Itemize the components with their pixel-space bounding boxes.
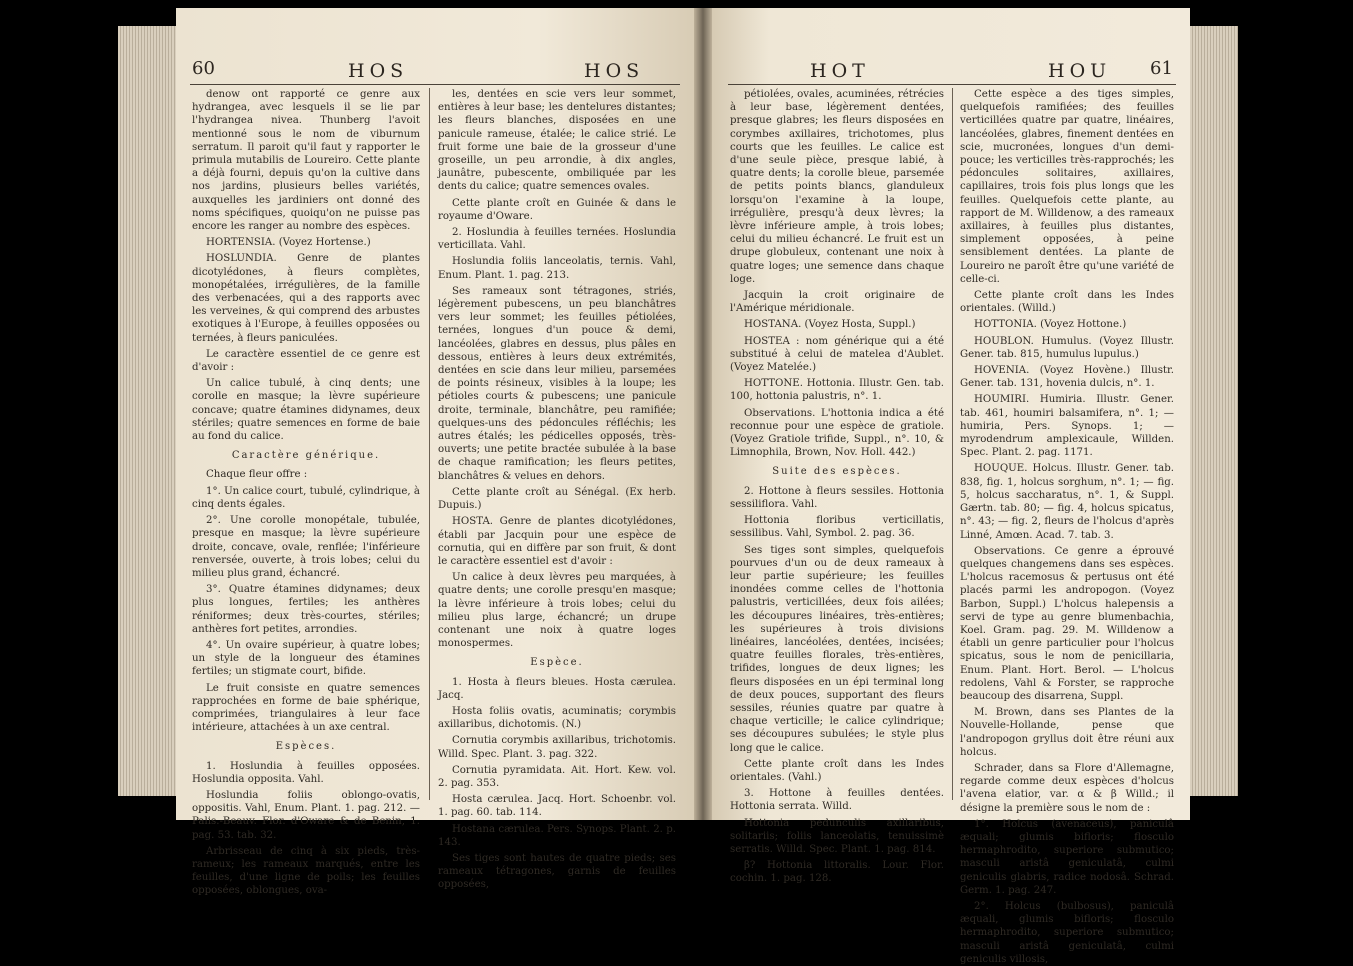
- left-page-number: 60: [192, 58, 215, 79]
- book-gutter: [694, 8, 712, 820]
- paragraph: Chaque fleur offre :: [206, 469, 308, 481]
- paragraph: 1°. Holcus (avenaceus), paniculâ æquali; glumis bifloris; flosculo hermaphrodito, superiore submutico; masculi aristâ geniculatâ, culmi geniculis glabris, radice nodosâ. Schrad. Germ. 1. pag. 247.: [960, 818, 1174, 896]
- section-heading: Suite des espèces.: [772, 466, 902, 478]
- paragraph: HOSLUNDIA. Genre de plantes dicotylédones, à fleurs complètes, monopétalées, irrégulières, de la famille des verbenacées, qui a des rapports avec les verveines, & qui comprend des arbustes exotiques à l'Europe, à feuilles opposées ou ternées, à fleurs paniculées.: [192, 253, 420, 344]
- paragraph: 2°. Holcus (bulbosus), paniculâ æquali, glumis bifloris; flosculo hermaphrodito, superiore submutico; masculi aristâ geniculatâ, culmi geniculis villosis,: [960, 900, 1174, 965]
- right-page: [712, 8, 1190, 965]
- paragraph: HOUMIRI. Humiria. Illustr. Gener. tab. 461, houmiri balsamifera, n°. 1; — humiria, Pers. Synops. 1; — myrodendrum amplexicaule, Willden. Spec. Plant. 2. pag. 1171.: [960, 394, 1174, 459]
- right-column-divider: [952, 88, 953, 800]
- paragraph: Le fruit consiste en quatre semences rapprochées en forme de baie sphérique, comprimées, triangulaires à leur face intérieure, attachées à un axe central.: [192, 682, 420, 734]
- right-header-1: HOT: [810, 60, 870, 82]
- left-header-rule: [190, 84, 680, 85]
- paragraph: Un calice à deux lèvres peu marquées, à quatre dents; une corolle presqu'en masque; la lèvre inférieure à trois lobes; celui du milieu plus large, échancré; un drupe contenant une noix à quatre loges monospermes.: [438, 572, 676, 650]
- paragraph: Hosta cærulea. Jacq. Hort. Schoenbr. vol. 1. pag. 60. tab. 114.: [438, 794, 676, 819]
- right-column-1: [730, 88, 944, 885]
- paragraph: Jacquin la croit originaire de l'Amérique méridionale.: [730, 290, 944, 315]
- paragraph: Hottonia floribus verticillatis, sessilibus. Vahl, Symbol. 2. pag. 36.: [730, 515, 944, 540]
- left-header-1: HOS: [348, 60, 409, 82]
- right-page-stack: [1190, 26, 1238, 796]
- paragraph: Cette espèce a des tiges simples, quelquefois ramifiées; des feuilles verticillées quatre par quatre, linéaires, lancéolées, glabres, finement dentées en scie, mucronées, longues d'un demi-pouce; les verticilles très-rapprochés; les pédoncules solitaires, axillaires, capillaires, trois fois plus longs que les feuilles. Quelquefois cette plante, au rapport de M. Willdenow, a des rameaux axillaires, à feuilles plus distantes, simplement opposées, à peine sensiblement dentées. La plante de Loureiro ne paroît être qu'une variété de celle-ci.: [960, 89, 1174, 285]
- paragraph: 3°. Quatre étamines didynames; deux plus longues, fertiles; les anthères réniformes; deux très-courtes, stériles; anthères fort petites, arrondies.: [192, 584, 420, 635]
- paragraph: Ses tiges sont simples, quelquefois pourvues d'un ou de deux rameaux à leur partie supérieure; les feuilles inondées comme celles de l'hottonia palustris, verticillées, deux fois ailées; les découpures linéaires, très-entières; les supérieures à trois divisions linéaires, lancéolées, dentées, incisées; quatre feuilles florales, très-entières, trifides, longues de deux lignes; les fleurs disposées en un épi terminal long de deux pouces, supportant des fleurs sessiles, réunies quatre par quatre à chaque verticille; le calice cylindrique; ses découpures subulées; le style plus long que le calice.: [730, 544, 944, 754]
- paragraph: les, dentées en scie vers leur sommet, entières à leur base; les dentelures distantes; les fleurs blanches, disposées en une panicule rameuse, étalée; le calice strié. Le fruit forme une baie de la grosseur d'une groseille, un peu arrondie, à dix angles, jaunâtre, pubescente, ombiliquée par les dents du calice; quatre semences ovales.: [438, 89, 676, 193]
- left-column-divider: [429, 88, 430, 800]
- paragraph: β? Hottonia littoralis. Lour. Flor. cochin. 1. pag. 128.: [730, 860, 944, 885]
- left-column-2: [438, 88, 676, 891]
- paragraph: 1. Hosta à fleurs bleues. Hosta cærulea. Jacq.: [438, 676, 676, 701]
- left-header-2: HOS: [584, 60, 645, 82]
- paragraph: Ses rameaux sont tétragones, striés, légèrement pubescens, un peu blanchâtres vers leur sommet; les feuilles pétiolées, ternées, longues d'un pouce & demi, lancéolées, glabres en dessus, plus pâles en dessous, entières à leurs deux extrémités, dentées en scie dans leur milieu, parsemées de points résineux, visibles à la loupe; les pétioles courts & pubescens; une panicule droite, terminale, blanchâtre, peu ramifiée; quelques-uns des pédoncules réfléchis; les autres étalés; les pédicelles opposés, très-ouverts; une petite bractée subulée à la base de chaque ramification; les fleurs petites, blanchâtres & velues en dehors.: [438, 285, 676, 482]
- right-header-2: HOU: [1048, 60, 1112, 82]
- paragraph: HOTTONIA. (Voyez Hottone.): [974, 319, 1127, 331]
- right-page-number: 61: [1150, 58, 1173, 79]
- paragraph: Cette plante croît au Sénégal. (Ex herb. Dupuis.): [438, 486, 676, 512]
- paragraph: Schrader, dans sa Flore d'Allemagne, regarde comme deux espèces d'holcus l'avena elatior, var. α & β Willd.; il désigne la première sous le nom de :: [960, 762, 1174, 814]
- paragraph: denow ont rapporté ce genre aux hydrangea, avec lesquels il se lie par l'hydrangea nivea. Thunberg l'avoit mentionné sous le nom de viburnum serratum. Il paroit qu'il faut y rapporter le primula mutabilis de Loureiro. Cette plante a déjà fourni, depuis qu'on la cultive dans nos jardins, plusieurs belles variétés, auxquelles les jardiniers ont donné des noms spécifiques, quoiqu'on ne puisse pas encore les ranger au nombre des espèces.: [192, 89, 420, 233]
- paragraph: HOTTONE. Hottonia. Illustr. Gen. tab. 100, hottonia palustris, n°. 1.: [730, 378, 944, 403]
- section-heading: Espèces.: [275, 741, 337, 753]
- paragraph: Hoslundia foliis oblongo-ovatis, oppositis. Vahl, Enum. Plant. 1. pag. 212. — Palis.-Beauv. Flor. d'Oware & de Benin, 1. pag. 53. tab. 32.: [192, 789, 420, 841]
- paragraph: 1°. Un calice court, tubulé, cylindrique, à cinq dents égales.: [192, 485, 420, 510]
- paragraph: Cette plante croît en Guinée & dans le royaume d'Oware.: [438, 197, 676, 222]
- paragraph: HORTENSIA. (Voyez Hortense.): [206, 237, 371, 249]
- section-heading: Espèce.: [530, 657, 584, 669]
- paragraph: 3. Hottone à feuilles dentées. Hottonia serrata. Willd.: [730, 788, 944, 813]
- paragraph: Observations. Ce genre a éprouvé quelques changemens dans ses espèces. L'holcus racemosus & pertusus ont été placés parmi les andropogon. (Voyez Barbon, Suppl.) L'holcus halepensis a servi de type au genre blumenbachia, Koel. Gram. pag. 29. M. Willdenow a établi un genre particulier pour l'holcus spicatus, sous le nom de penicillaria, Enum. Plant. Hort. Berol. — L'holcus redolens, Vahl & Forster, se rapproche beaucoup des disarrena, Suppl.: [960, 545, 1174, 702]
- paragraph: HOVENIA. (Voyez Hovène.) Illustr. Gener. tab. 131, hovenia dulcis, n°. 1.: [960, 365, 1174, 390]
- paragraph: 2°. Une corolle monopétale, tubulée, presque en masque; la lèvre supérieure droite, concave, ovale, renflée; l'inférieure renversée, ouverte, à trois lobes; celui du milieu plus grand, échancré.: [192, 515, 420, 579]
- paragraph: 2. Hoslundia à feuilles ternées. Hoslundia verticillata. Vahl.: [438, 227, 676, 252]
- paragraph: Le caractère essentiel de ce genre est d'avoir :: [192, 348, 420, 374]
- paragraph: Hoslundia foliis lanceolatis, ternis. Vahl, Enum. Plant. 1. pag. 213.: [438, 256, 676, 281]
- paragraph: HOSTA. Genre de plantes dicotylédones, établi par Jacquin pour une espèce de cornutia, qui en diffère par son fruit, & dont le caractère essentiel est d'avoir :: [438, 516, 676, 567]
- paragraph: 2. Hottone à fleurs sessiles. Hottonia sessiliflora. Vahl.: [730, 485, 944, 510]
- paragraph: HOUQUE. Holcus. Illustr. Gener. tab. 838, fig. 1, holcus sorghum, n°. 1; — fig. 5, holcus saccharatus, n°. 1, & Suppl. Gærtn. tab. 80; — fig. 4, holcus spicatus, n°. 43; — fig. 2, fleurs de l'holcus d'après Linné, Amœn. Acad. 7. tab. 3.: [960, 463, 1174, 541]
- right-column-2: [960, 88, 1174, 965]
- paragraph: Hosta foliis ovatis, acuminatis; corymbis axillaribus, dichotomis. (N.): [438, 705, 676, 731]
- paragraph: Cette plante croît dans les Indes orientales. (Willd.): [960, 290, 1174, 315]
- right-header-rule: [728, 84, 1176, 85]
- paragraph: Observations. L'hottonia indica a été reconnue pour une espèce de gratiole. (Voyez Gratiole trifide, Suppl., n°. 10, & Limnophila, Brown, Nov. Holl. 442.): [730, 407, 944, 459]
- paragraph: HOUBLON. Humulus. (Voyez Illustr. Gener. tab. 815, humulus lupulus.): [960, 335, 1174, 360]
- paragraph: Hottonia pedunculis axillaribus, solitariis; foliis lanceolatis, tenuissimè serratis. Willd. Spec. Plant. 1. pag. 814.: [730, 817, 944, 855]
- paragraph: Hostana cærulea. Pers. Synops. Plant. 2. p. 143.: [438, 823, 676, 848]
- paragraph: Cette plante croît dans les Indes orientales. (Vahl.): [730, 758, 944, 783]
- paragraph: Cornutia pyramidata. Ait. Hort. Kew. vol. 2. pag. 353.: [438, 764, 676, 789]
- left-column-1: [192, 88, 420, 897]
- paragraph: M. Brown, dans ses Plantes de la Nouvelle-Hollande, pense que l'andropogon gryllus doit être réuni aux holcus.: [960, 707, 1174, 758]
- paragraph: pétiolées, ovales, acuminées, rétrécies à leur base, légèrement dentées, presque glabres; les fleurs disposées en corymbes axillaires, trichotomes, plus courts que les feuilles. Le calice est d'une seule pièce, presque labié, à quatre dents; la corolle bleue, parsemée de petits points blancs, glanduleux lorsqu'on l'examine à la loupe, irrégulière, presqu'à deux lèvres; la lèvre inférieure ample, à trois lobes; celui du milieu échancré. Le fruit est un drupe globuleux, contenant une noix à quatre loges; une semence dans chaque loge.: [730, 89, 944, 285]
- left-page-stack: [118, 26, 178, 796]
- paragraph: 1. Hoslundia à feuilles opposées. Hoslundia opposita. Vahl.: [192, 760, 420, 785]
- paragraph: HOSTANA. (Voyez Hosta, Suppl.): [744, 319, 916, 331]
- paragraph: HOSTEA : nom générique qui a été substitué à celui de matelea d'Aublet. (Voyez Matelée.): [730, 335, 944, 374]
- left-page: [176, 8, 694, 897]
- paragraph: Un calice tubulé, à cinq dents; une corolle en masque; la lèvre supérieure concave; quatre étamines didynames, deux stériles; quatre semences en forme de baie au fond du calice.: [192, 378, 420, 443]
- section-heading: Caractère générique.: [231, 450, 381, 462]
- book: [118, 8, 1238, 965]
- paragraph: Arbrisseau de cinq à six pieds, très-rameux; les rameaux marqués, entre les feuilles, d'une ligne de poils; les feuilles opposées, oblongues, ova-: [192, 845, 420, 897]
- paragraph: Cornutia corymbis axillaribus, trichotomis. Willd. Spec. Plant. 3. pag. 322.: [438, 735, 676, 760]
- paragraph: 4°. Un ovaire supérieur, à quatre lobes; un style de la longueur des étamines fertiles; un stigmate court, bifide.: [192, 639, 420, 678]
- paragraph: Ses tiges sont hautes de quatre pieds; ses rameaux tétragones, garnis de feuilles opposées,: [438, 852, 676, 891]
